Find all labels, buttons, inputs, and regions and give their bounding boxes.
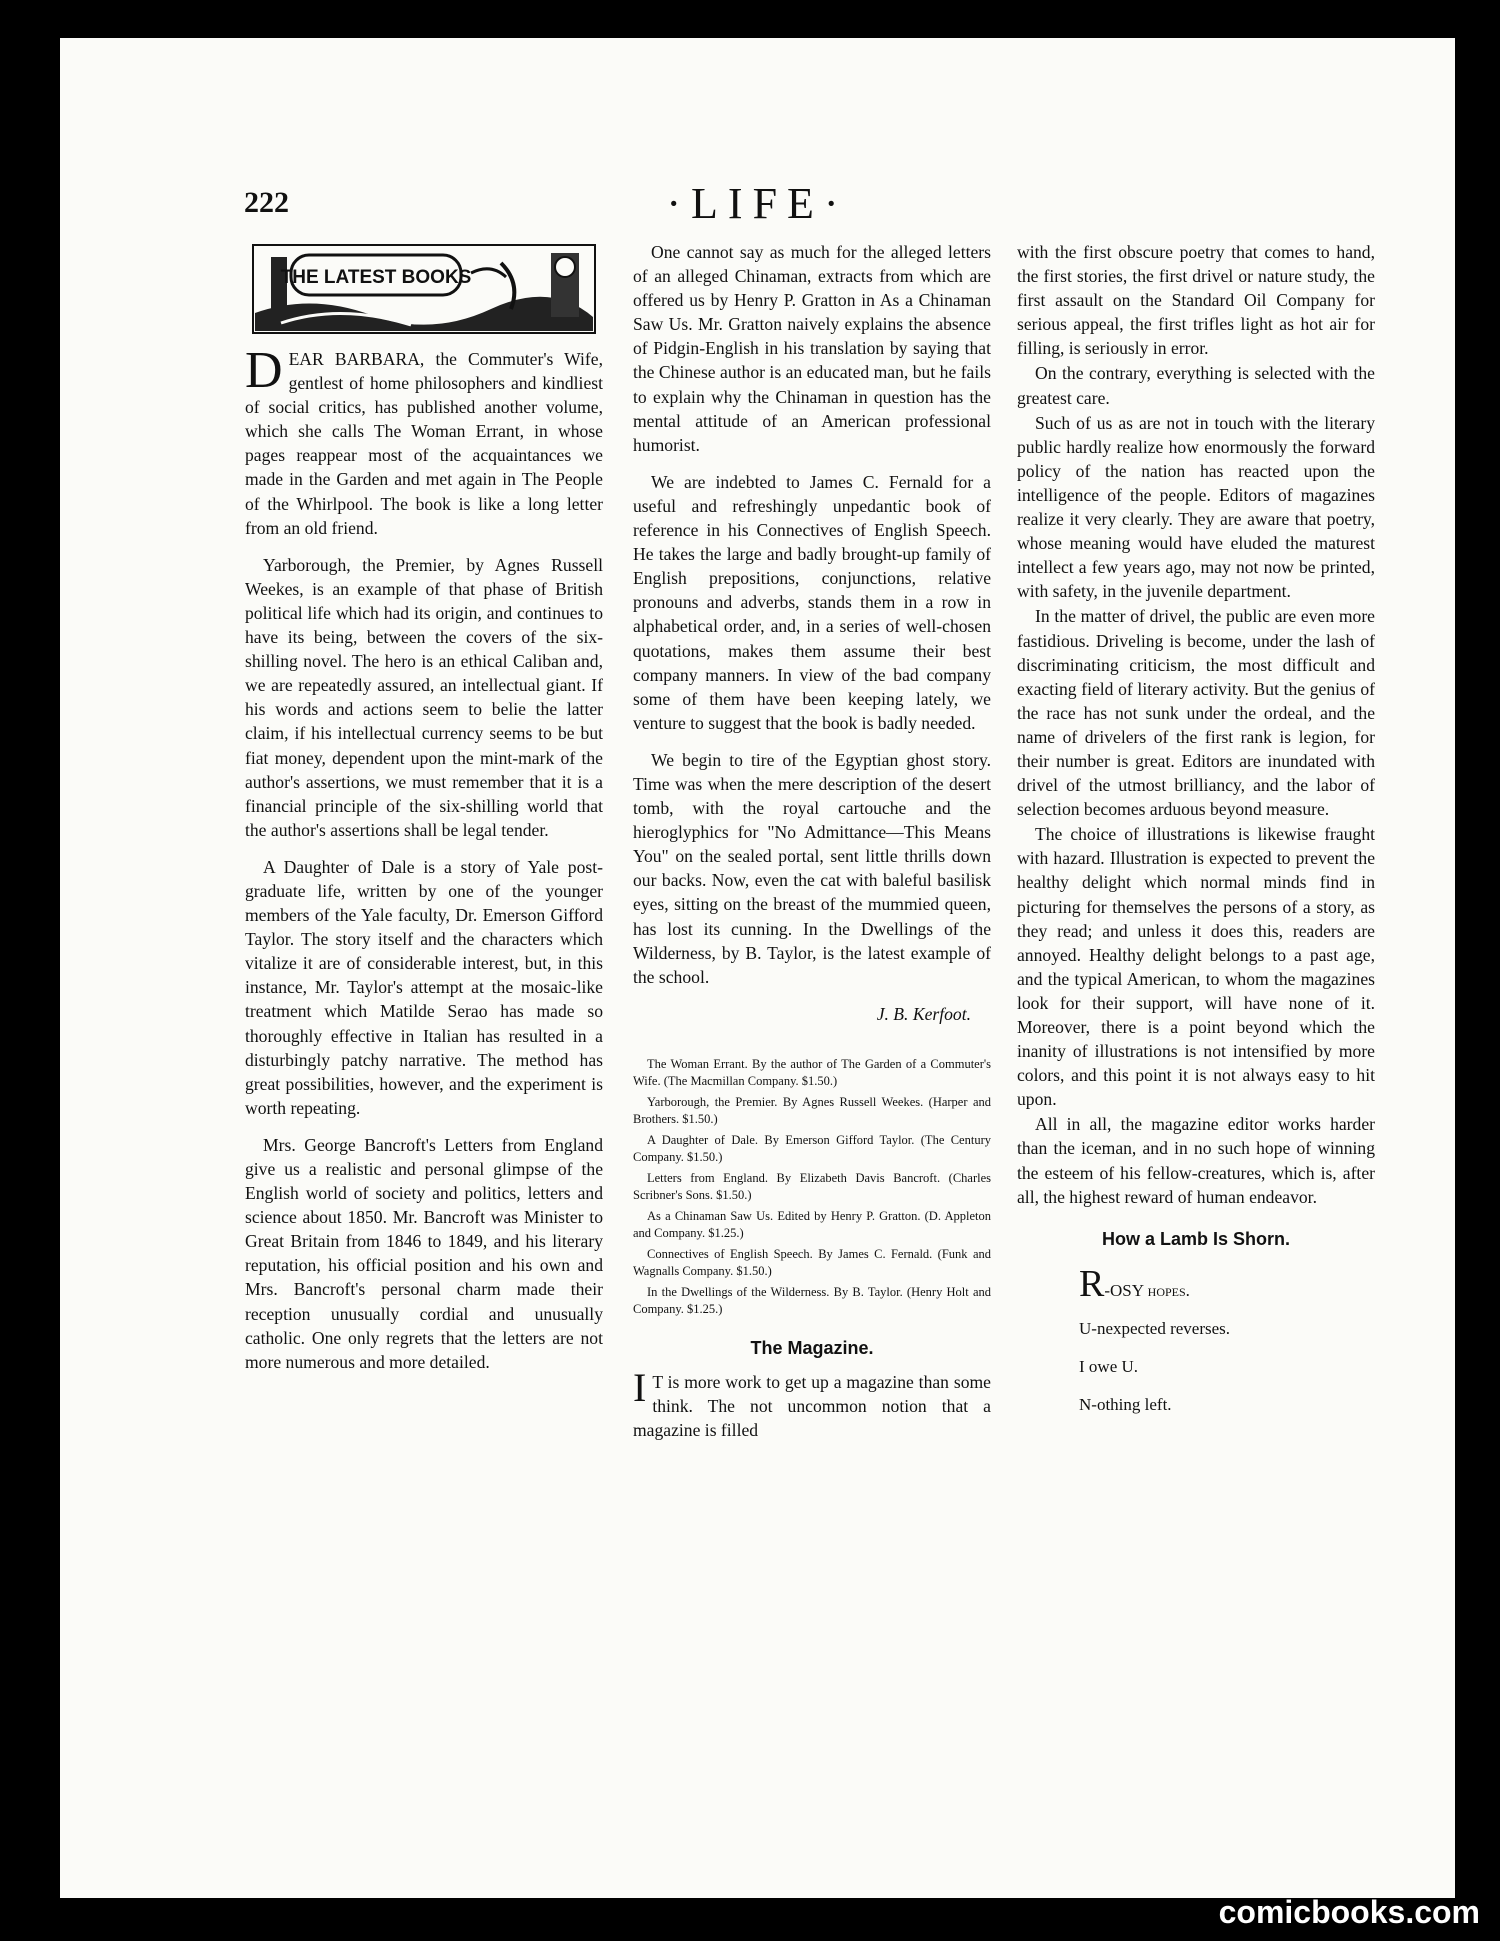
paragraph: Mrs. George Bancroft's Letters from England give us a realistic and personal glimpse of the English world of society and politics, letters and science about 1850. Mr. Bancroft was Minister to Great Britain from 1846 to 1849, and his literary reputation, his official position and his own and Mrs. Bancroft's personal charm made their reception unusually cordial and unusually catholic. One only regrets that the letters are not more numerous and more detailed. — [245, 1134, 603, 1372]
paragraph: In the matter of drivel, the public are even more fastidious. Driveling is become, under the lash of discriminating criticism, the most difficult and exacting field of literary activity. But the genius of the race has not sunk under the ordeal, and the name of drivelers of the first rank is legion, for their number is great. Editors are inundated with drivel of the utmost brilliancy, and the labor of selection becomes arduous beyond measure. — [1017, 606, 1375, 820]
book-note: A Daughter of Dale. By Emerson Gifford Taylor. (The Century Company. $1.50.) — [633, 1132, 991, 1164]
poem-line-text: -othing left. — [1091, 1394, 1172, 1414]
paragraph-text: T is more work to get up a magazine than some think. The not uncommon notion that a magazine is filled — [633, 1372, 991, 1441]
watermark: comicbooks.com — [1218, 1894, 1480, 1930]
book-note: In the Dwellings of the Wilderness. By B. Taylor. (Henry Holt and Company. $1.25.) — [633, 1284, 991, 1316]
poem-line-text: -OSY hopes. — [1104, 1280, 1190, 1300]
paragraph: with the first obscure poetry that comes to hand, the first stories, the first drivel or nature study, the first assault on the Standard Oil Company for serious appeal, the first trifles light as hot air for filling, is seriously in error. — [1017, 242, 1375, 359]
paragraph: All in all, the magazine editor works harder than the iceman, and in no such hope of winning the esteem of his fellow-creatures, which is, after all, the highest reward of human endeavor. — [1017, 1114, 1375, 1207]
banner-illustration-icon — [251, 243, 597, 335]
poem-line — [1079, 1348, 1375, 1386]
paragraph — [245, 342, 603, 540]
page-header — [60, 178, 1455, 238]
column-2 — [633, 240, 991, 1455]
paragraph: One cannot say as much for the alleged letters of an alleged Chinaman, extracts from which are offered us by Henry P. Gratton in As a Chinaman Saw Us. Mr. Gratton naively explains the absence of Pidgin-English in his translation by saying that the Chinese author is an educated man, but he fails to explain why the Chinaman in question has the mental attitude of an American professional humorist. — [633, 242, 991, 455]
column-3 — [1017, 240, 1375, 1424]
poem-initial: U — [1079, 1318, 1092, 1338]
drop-cap: I — [633, 1365, 647, 1410]
poem-initial: I — [1079, 1356, 1085, 1376]
paragraph — [633, 1365, 991, 1442]
poem — [1079, 1262, 1375, 1424]
paragraph: The choice of illustrations is likewise fraught with hazard. Illustration is expected to prevent the healthy delight which normal minds find in picturing for themselves the persons of a story, as they read; and unless it does this, readers are annoyed. Healthy delight belongs to a past age, and the typical American, to whom the magazines look for their support, will have none of it. Moreover, there is a point beyond which the inanity of illustrations is not intensified by more colors, and this point it is not always easy to hit upon. — [1017, 824, 1375, 1110]
book-note: As a Chinaman Saw Us. Edited by Henry P. Gratton. (D. Appleton and Company. $1.25.) — [633, 1208, 991, 1240]
paragraph: On the contrary, everything is selected with the greatest care. — [1017, 363, 1375, 408]
column-1 — [245, 243, 603, 1387]
drop-cap: D — [245, 342, 283, 399]
poem-line-text: -nexpected reverses. — [1091, 1318, 1231, 1338]
banner-label: THE LATEST BOOKS — [280, 267, 472, 288]
poem-line — [1079, 1310, 1375, 1348]
paragraph: A Daughter of Dale is a story of Yale post-graduate life, written by one of the younger members of the Yale faculty, Dr. Emerson Gifford Taylor. The story itself and the characters which vitalize it are of considerable interest, but, in this instance, Mr. Taylor's attempt at the mosaic-like treatment which Matilde Serao has made so thoroughly effective in Italian has resulted in a disturbingly patchy narrative. The method has great possibilities, however, and the experiment is worth repeating. — [245, 856, 603, 1118]
poem-line — [1079, 1262, 1375, 1310]
poem-line-text: owe U. — [1084, 1356, 1139, 1376]
poem-initial: R — [1079, 1262, 1105, 1305]
page-number: 222 — [244, 186, 289, 219]
paragraph: We begin to tire of the Egyptian ghost story. Time was when the mere description of the desert tomb, with the royal cartouche and the hieroglyphics for "No Admittance—This Means You" on the sealed portal, sent little thrills down our backs. Now, even the cat with baleful basilisk eyes, sitting on the breast of the mummied queen, has lost its cunning. In the Dwellings of the Wilderness, by B. Taylor, is the latest example of the school. — [633, 749, 991, 987]
masthead: ·LIFE· — [666, 179, 849, 228]
paragraph: Yarborough, the Premier, by Agnes Russell Weekes, is an example of that phase of British political life which had its origin, and continues to have its being, between the covers of the six-shilling novel. The hero is an ethical Caliban and, we are repeatedly assured, an intellectual giant. If his words and actions seem to belie the latter claim, if his intellectual currency seems to be but fiat money, dependent upon the mint-mark of the author's assertions, we must remember that it is a financial principle of the six-shilling world that the author's assertions shall be legal tender. — [245, 554, 603, 840]
section-title: The Magazine. — [750, 1337, 874, 1358]
latest-books-banner — [251, 243, 597, 335]
book-note: Yarborough, the Premier. By Agnes Russell Weekes. (Harper and Brothers. $1.50.) — [633, 1094, 991, 1126]
paragraph-text: EAR BARBARA, the Commuter's Wife, gentlest of home philosophers and kindliest of social critics, has published another volume, which she calls The Woman Errant, in whose pages reappear most of the acquaintances we made in the Garden and met again in The People of the Whirlpool. The book is like a long letter from an old friend. — [245, 349, 603, 538]
magazine-page — [60, 38, 1455, 1898]
poem-line — [1079, 1386, 1375, 1424]
book-notes — [633, 1056, 991, 1318]
book-note: Letters from England. By Elizabeth Davis Bancroft. (Charles Scribner's Sons. $1.50.) — [633, 1170, 991, 1202]
book-note: Connectives of English Speech. By James C. Fernald. (Funk and Wagnalls Company. $1.50.) — [633, 1246, 991, 1278]
book-note: The Woman Errant. By the author of The Garden of a Commuter's Wife. (The Macmillan Company. $1.50.) — [633, 1056, 991, 1088]
paragraph: Such of us as are not in touch with the literary public hardly realize how enormously the forward policy of the nation has reacted upon the intelligence of the people. Editors of magazines realize it very clearly. They are aware that poetry, whose meaning would have eluded the maturest intellect a few years ago, may not now be printed, with safety, in the juvenile department. — [1017, 412, 1375, 602]
poem-title: How a Lamb Is Shorn. — [1101, 1228, 1291, 1249]
poem-initial: N — [1079, 1394, 1092, 1414]
paragraph: We are indebted to James C. Fernald for a useful and refreshingly unpedantic book of reference in his Connectives of English Speech. He takes the large and badly brought-up family of English prepositions, conjunctions, relative pronouns and adverbs, stands them in a row in alphabetical order, and, in a series of well-chosen quotations, makes them assume their best company manners. In view of the bad company some of them have been keeping lately, we venture to suggest that the book is badly needed. — [633, 471, 991, 733]
author-signature: J. B. Kerfoot. — [876, 1003, 971, 1024]
